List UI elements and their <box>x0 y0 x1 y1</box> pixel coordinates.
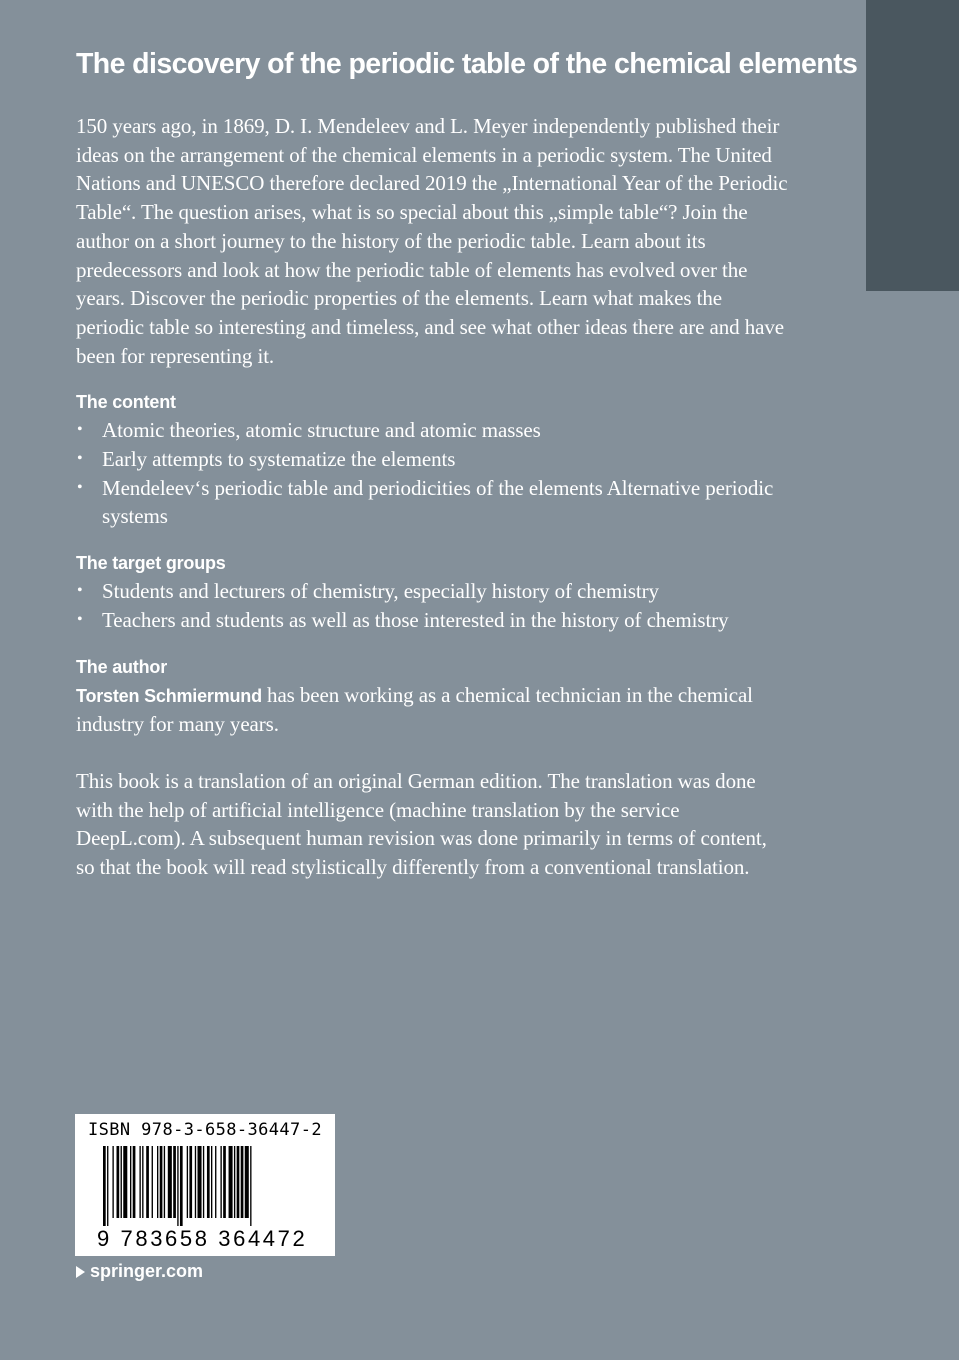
barcode-bar <box>112 1146 113 1218</box>
target-groups-heading: The target groups <box>76 553 226 574</box>
springer-link-label: springer.com <box>90 1261 204 1281</box>
back-cover-content <box>76 44 858 882</box>
barcode-bars <box>103 1146 309 1226</box>
content-list <box>76 416 790 531</box>
isbn-barcode <box>75 1114 335 1256</box>
barcode-bar <box>245 1146 249 1218</box>
list-item: • Mendeleev‘s periodic table and periodicities of the elements Alternative periodic systems <box>77 475 774 529</box>
bullet-icon: • <box>77 582 83 600</box>
barcode-bar <box>130 1146 131 1218</box>
barcode-bar <box>117 1146 120 1218</box>
barcode-bar <box>103 1146 106 1226</box>
target-groups-list <box>76 577 790 634</box>
barcode-bar <box>121 1146 122 1218</box>
barcode-bar <box>189 1146 192 1218</box>
barcode-bar <box>223 1146 226 1218</box>
list-item: • Atomic theories, atomic structure and atomic masses <box>76 416 790 445</box>
bullet-icon: • <box>77 478 83 496</box>
barcode-bar <box>207 1146 210 1218</box>
list-item: • Students and lecturers of chemistry, especially history of chemistry <box>76 577 790 606</box>
author-bio <box>76 681 790 739</box>
barcode-bar <box>237 1146 240 1218</box>
barcode-bar <box>250 1146 251 1226</box>
barcode-bar <box>203 1146 204 1218</box>
barcode-bar <box>220 1146 221 1218</box>
barcode-bar <box>164 1146 165 1218</box>
barcode-bar <box>187 1146 188 1218</box>
barcode-bar <box>215 1146 216 1218</box>
bullet-icon: • <box>77 610 83 628</box>
barcode-bar <box>168 1146 172 1218</box>
barcode-bar <box>211 1146 212 1218</box>
barcode-bar <box>160 1146 163 1218</box>
barcode-bar <box>139 1146 140 1218</box>
book-title: The discovery of the periodic table of the chemical elements <box>76 48 858 80</box>
bullet-icon: • <box>77 450 83 468</box>
book-description: 150 years ago, in 1869, D. I. Mendeleev and L. Meyer independently published their ideas on the arrangement of the chemical elements in a periodic system. The United Nations and UNESCO therefore declared 2019 the „International Year of the Periodic Table“. The question arises, what is so special about this „simple table“? Join the author on a short journey to the history of the periodic table. Learn about its predecessors and look at how the periodic table of elements has evolved over the years. Discover the periodic properties of the elements. Learn what makes the periodic table so interesting and timeless, and see what other ideas there are and have been for representing it. <box>76 114 788 368</box>
translation-note: This book is a translation of an original German edition. The translation was done with the help of artificial intelligence (machine translation by the service DeepL.com). A subsequent human revision was done primarily in terms of content, so that the book will read stylistically differently from a conventional translation. <box>76 768 767 880</box>
author-name: Torsten Schmiermund <box>76 685 262 706</box>
barcode-digits: 9 783658 364472 <box>97 1226 308 1251</box>
author-heading: The author <box>76 656 167 677</box>
isbn-number: ISBN 978-3-658-36447-2 <box>88 1120 322 1140</box>
author-description: has been working as a chemical technician in the chemical industry for many years. <box>76 682 753 737</box>
barcode-bar <box>229 1146 233 1218</box>
barcode-bar <box>152 1146 153 1218</box>
barcode-bar <box>234 1146 235 1218</box>
barcode-bar <box>173 1146 176 1218</box>
barcode-bar <box>180 1146 183 1226</box>
barcode-bar <box>107 1146 108 1226</box>
springer-link[interactable] <box>76 1261 203 1282</box>
list-item: • Early attempts to systematize the elements <box>76 445 790 474</box>
barcode-bar <box>133 1146 136 1218</box>
barcode-bar <box>123 1146 127 1218</box>
corner-accent-block <box>866 0 959 291</box>
content-heading: The content <box>76 392 176 413</box>
barcode-bar <box>241 1146 244 1218</box>
bullet-icon: • <box>77 421 83 439</box>
barcode-bar <box>177 1146 178 1226</box>
barcode-bar <box>157 1146 158 1218</box>
list-item: • Teachers and students as well as those interested in the history of chemistry <box>76 606 790 635</box>
barcode-bar <box>195 1146 196 1218</box>
barcode-bar <box>198 1146 202 1218</box>
arrow-right-icon <box>76 1266 85 1278</box>
barcode-bar <box>146 1146 149 1218</box>
barcode-bar <box>142 1146 143 1218</box>
